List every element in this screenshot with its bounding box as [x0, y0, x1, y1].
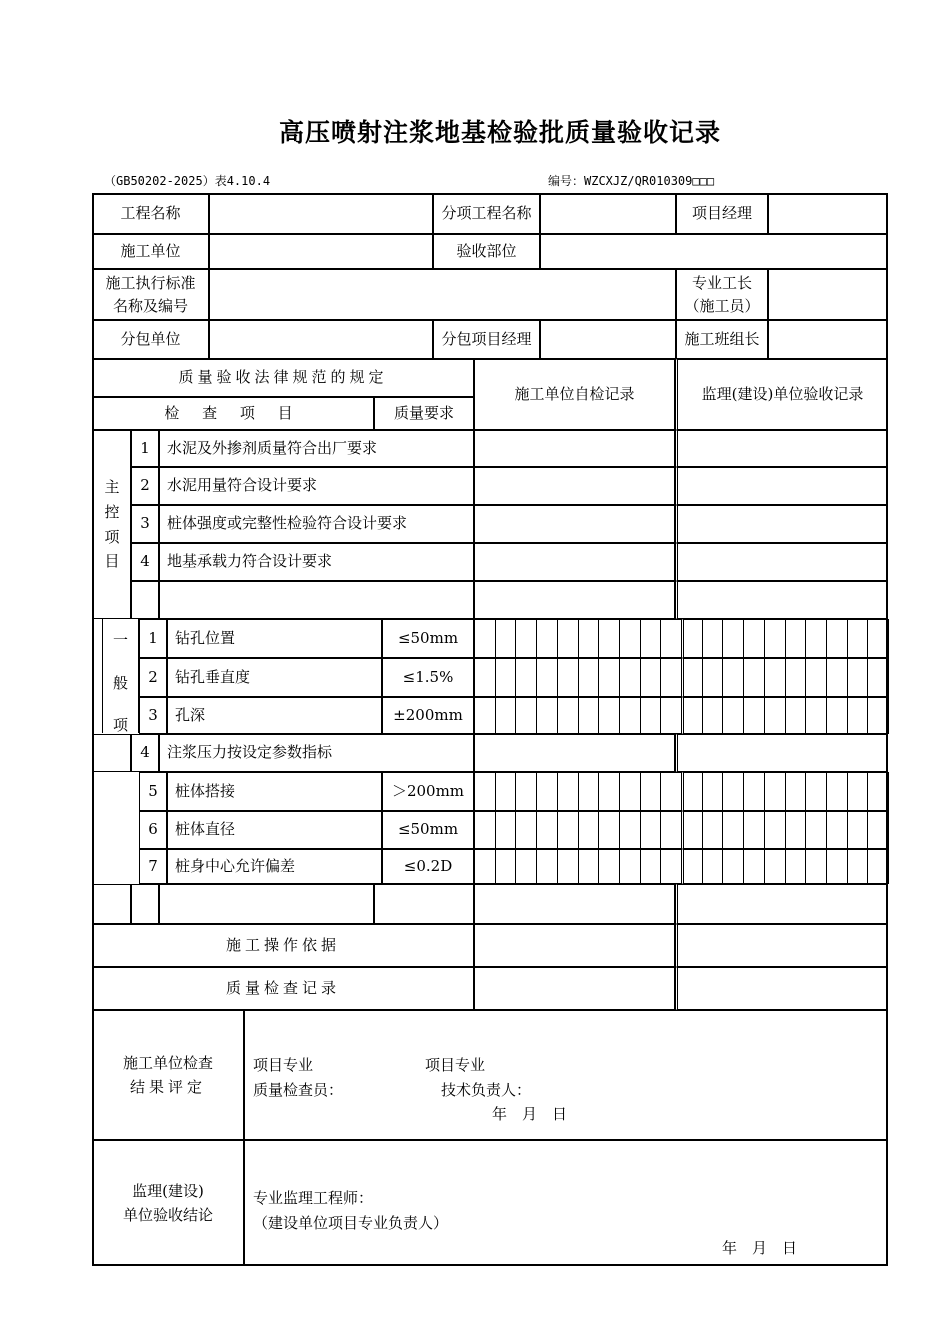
- blank-row-text[interactable]: [159, 884, 374, 924]
- measurement-cell[interactable]: [805, 658, 827, 697]
- measurement-cell[interactable]: [557, 811, 579, 849]
- supervision-date: 年 月 日: [722, 1239, 798, 1257]
- measurement-cell[interactable]: [805, 811, 827, 849]
- main-item-no-blank: [131, 581, 159, 619]
- measurement-cell[interactable]: [515, 619, 537, 658]
- inspection-record-self-check[interactable]: [474, 967, 675, 1010]
- measurement-cell[interactable]: [598, 772, 620, 811]
- measurement-cell[interactable]: [660, 658, 682, 697]
- measurement-cell[interactable]: [702, 849, 723, 884]
- measurement-cell[interactable]: [681, 849, 703, 884]
- measurement-cell[interactable]: [847, 811, 868, 849]
- measurement-cell[interactable]: [495, 849, 516, 884]
- general-item-text: 钻孔位置: [167, 619, 382, 658]
- measurement-cell[interactable]: [557, 619, 579, 658]
- measurement-cell[interactable]: [557, 849, 579, 884]
- measurement-cell[interactable]: [578, 772, 599, 811]
- measurement-cell[interactable]: [743, 697, 765, 734]
- measurement-cell[interactable]: [474, 811, 496, 849]
- general-item-self-check[interactable]: [474, 734, 675, 772]
- measurement-cell[interactable]: [785, 619, 806, 658]
- measurement-cell[interactable]: [515, 811, 537, 849]
- inspection-record-label: 质量检查记录: [92, 967, 474, 1010]
- measurement-cell[interactable]: [867, 619, 889, 658]
- measurement-cell[interactable]: [598, 811, 620, 849]
- measurement-cell[interactable]: [785, 697, 806, 734]
- general-label-blank: [92, 734, 131, 772]
- measurement-cell[interactable]: [764, 658, 786, 697]
- standard-label-line1: 施工执行标准: [105, 274, 196, 292]
- measurement-cell[interactable]: [578, 619, 599, 658]
- contractor-result-line1: 施工单位检查: [122, 1054, 213, 1072]
- general-item-requirement: ±200mm: [382, 697, 474, 734]
- measurement-cell[interactable]: [578, 811, 599, 849]
- general-item-text: 注浆压力按设定参数指标: [159, 734, 474, 772]
- main-item-text: 桩体强度或完整性检验符合设计要求: [159, 505, 474, 543]
- acceptance-part-label: 验收部位: [433, 234, 540, 269]
- measurement-cell[interactable]: [640, 849, 661, 884]
- measurement-cell[interactable]: [619, 658, 641, 697]
- measurement-cell[interactable]: [702, 772, 723, 811]
- operation-basis-label: 施工操作依据: [92, 924, 474, 967]
- measurement-cell[interactable]: [660, 849, 682, 884]
- contractor-label: 施工单位: [92, 234, 209, 269]
- general-item-requirement: ≤50mm: [382, 619, 474, 658]
- measurement-cell[interactable]: [681, 697, 703, 734]
- general-item-no: 6: [139, 811, 167, 849]
- blank-row-requirement[interactable]: [374, 884, 474, 924]
- measurement-cell[interactable]: [743, 772, 765, 811]
- general-item-requirement: ＞200mm: [382, 772, 474, 811]
- measurement-cell[interactable]: [743, 811, 765, 849]
- main-control-char-1: 主: [104, 478, 120, 496]
- measurement-cell[interactable]: [474, 658, 496, 697]
- measurement-cell[interactable]: [660, 772, 682, 811]
- general-item-no: 4: [131, 734, 159, 772]
- project-name-label: 工程名称: [92, 193, 209, 234]
- measurement-cell[interactable]: [743, 658, 765, 697]
- measurement-cell[interactable]: [805, 619, 827, 658]
- measurement-cell[interactable]: [722, 772, 744, 811]
- measurement-cell[interactable]: [536, 658, 558, 697]
- measurement-cell[interactable]: [702, 658, 723, 697]
- measurement-cell[interactable]: [681, 811, 703, 849]
- inspector-line2: 质量检查员：: [253, 1081, 344, 1099]
- measurement-cell[interactable]: [495, 811, 516, 849]
- general-char-1: 一: [112, 630, 128, 649]
- measurement-cell[interactable]: [702, 619, 723, 658]
- measurement-cell[interactable]: [619, 619, 641, 658]
- measurement-cell[interactable]: [805, 697, 827, 734]
- general-char-3: 项: [112, 716, 128, 733]
- general-item-text: 桩体直径: [167, 811, 382, 849]
- measurement-cell[interactable]: [536, 772, 558, 811]
- measurement-cell[interactable]: [847, 697, 868, 734]
- main-item-text: 地基承载力符合设计要求: [159, 543, 474, 581]
- measurement-cell[interactable]: [826, 849, 848, 884]
- contractor-result-line2: 结果评定: [129, 1078, 206, 1096]
- measurement-cell[interactable]: [702, 697, 723, 734]
- contractor-date: 年 月 日: [492, 1105, 568, 1123]
- tech-lead-line1: 项目专业: [425, 1056, 486, 1074]
- measurement-cell[interactable]: [640, 772, 661, 811]
- main-item-no: 1: [131, 430, 159, 467]
- project-name-field[interactable]: [209, 193, 433, 234]
- standard-label-line2: 名称及编号: [112, 296, 188, 315]
- subcontractor-field[interactable]: [209, 320, 433, 359]
- measurement-cell[interactable]: [619, 697, 641, 734]
- measurement-cell[interactable]: [598, 849, 620, 884]
- main-item-supervision[interactable]: [675, 430, 888, 467]
- measurement-cell[interactable]: [826, 697, 848, 734]
- main-item-self-check[interactable]: [474, 505, 675, 543]
- measurement-cell[interactable]: [474, 772, 496, 811]
- main-item-supervision[interactable]: [675, 467, 888, 505]
- standard-field[interactable]: [209, 269, 676, 320]
- main-control-label: [92, 430, 131, 619]
- measurement-cell[interactable]: [640, 619, 661, 658]
- general-label: [102, 619, 139, 733]
- team-leader-field[interactable]: [768, 320, 888, 359]
- tech-lead-line2: 技术负责人：: [441, 1081, 532, 1099]
- measurement-cell[interactable]: [764, 772, 786, 811]
- measurement-cell[interactable]: [515, 849, 537, 884]
- measurement-cell[interactable]: [495, 772, 516, 811]
- main-item-no: 4: [131, 543, 159, 581]
- owner-representative: （建设单位项目专业负责人）: [253, 1214, 449, 1232]
- measurement-cell[interactable]: [598, 658, 620, 697]
- supervision-engineer: 专业监理工程师：: [253, 1189, 374, 1207]
- measurement-cell[interactable]: [785, 811, 806, 849]
- measurement-cell[interactable]: [826, 658, 848, 697]
- acceptance-form: [92, 193, 888, 1266]
- main-item-text: 水泥用量符合设计要求: [159, 467, 474, 505]
- measurement-cell[interactable]: [640, 811, 661, 849]
- standard-label: [92, 269, 209, 320]
- foreman-label: [676, 269, 768, 320]
- general-item-supervision[interactable]: [675, 734, 888, 772]
- general-item-requirement: ≤0.2D: [382, 849, 474, 884]
- measurement-cell[interactable]: [536, 849, 558, 884]
- blank-row-label: [92, 884, 131, 924]
- standard-code: （GB50202-2025）表4.10.4: [104, 174, 271, 188]
- sub-manager-field[interactable]: [540, 320, 676, 359]
- general-item-text: 孔深: [167, 697, 382, 734]
- measurement-cell[interactable]: [764, 619, 786, 658]
- measurement-cell[interactable]: [764, 849, 786, 884]
- measurement-cell[interactable]: [536, 811, 558, 849]
- blank-row-self-check[interactable]: [474, 884, 675, 924]
- serial-number: 编号：WZCXJZ/QR010309□□□: [548, 174, 715, 188]
- measurement-cell[interactable]: [536, 697, 558, 734]
- foreman-label-line2: （施工员）: [684, 296, 760, 315]
- measurement-cell[interactable]: [660, 697, 682, 734]
- operation-basis-self-check[interactable]: [474, 924, 675, 967]
- measurement-cell[interactable]: [785, 772, 806, 811]
- measurement-cell[interactable]: [722, 619, 744, 658]
- measurement-cell[interactable]: [515, 658, 537, 697]
- measurement-cell[interactable]: [619, 811, 641, 849]
- measurement-cell[interactable]: [681, 772, 703, 811]
- measurement-cell[interactable]: [474, 849, 496, 884]
- requirement-label: 质量要求: [374, 397, 474, 430]
- main-control-char-2: 控: [104, 502, 120, 521]
- main-item-no: 3: [131, 505, 159, 543]
- measurement-cell[interactable]: [764, 811, 786, 849]
- measurement-cell[interactable]: [557, 658, 579, 697]
- subproject-label: 分项工程名称: [433, 193, 540, 234]
- measurement-cell[interactable]: [660, 619, 682, 658]
- supervision-result-label: [92, 1140, 244, 1266]
- main-item-self-check[interactable]: [474, 467, 675, 505]
- general-item-no: 2: [139, 658, 167, 697]
- measurement-cell[interactable]: [536, 619, 558, 658]
- measurement-cell[interactable]: [598, 619, 620, 658]
- self-check-label: 施工单位自检记录: [474, 359, 675, 430]
- measurement-cell[interactable]: [722, 697, 744, 734]
- foreman-label-line1: 专业工长: [691, 274, 752, 292]
- project-manager-label: 项目经理: [676, 193, 768, 234]
- supervision-result-line1: 监理(建设): [132, 1182, 204, 1200]
- contractor-field[interactable]: [209, 234, 433, 269]
- measurement-cell[interactable]: [681, 658, 703, 697]
- measurement-cell[interactable]: [619, 772, 641, 811]
- measurement-cell[interactable]: [474, 619, 496, 658]
- measurement-cell[interactable]: [495, 697, 516, 734]
- measurement-cell[interactable]: [826, 772, 848, 811]
- regulation-label: 质量验收法律规范的规定: [92, 359, 474, 397]
- measurement-cell[interactable]: [722, 811, 744, 849]
- foreman-field[interactable]: [768, 269, 888, 320]
- subproject-field[interactable]: [540, 193, 676, 234]
- left-margin-gap: [90, 773, 140, 883]
- operation-basis-supervision[interactable]: [675, 924, 888, 967]
- measurement-cell[interactable]: [826, 811, 848, 849]
- measurement-cell[interactable]: [722, 658, 744, 697]
- inspector-line1: 项目专业: [253, 1056, 314, 1074]
- main-item-self-check[interactable]: [474, 543, 675, 581]
- measurement-cell[interactable]: [598, 697, 620, 734]
- measurement-cell[interactable]: [867, 772, 889, 811]
- measurement-cell[interactable]: [805, 849, 827, 884]
- main-item-supervision[interactable]: [675, 505, 888, 543]
- measurement-cell[interactable]: [578, 849, 599, 884]
- measurement-cell[interactable]: [847, 619, 868, 658]
- general-item-text: 桩身中心允许偏差: [167, 849, 382, 884]
- measurement-cell[interactable]: [660, 811, 682, 849]
- measurement-cell[interactable]: [681, 619, 703, 658]
- measurement-cell[interactable]: [826, 619, 848, 658]
- blank-row-no: [131, 884, 159, 924]
- measurement-cell[interactable]: [640, 697, 661, 734]
- measurement-cell[interactable]: [702, 811, 723, 849]
- general-item-no: 5: [139, 772, 167, 811]
- measurement-cell[interactable]: [515, 697, 537, 734]
- measurement-cell[interactable]: [867, 849, 889, 884]
- general-char-2: 般: [112, 673, 128, 692]
- measurement-cell[interactable]: [640, 658, 661, 697]
- main-item-self-check[interactable]: [474, 581, 675, 619]
- measurement-cell[interactable]: [847, 849, 868, 884]
- measurement-cell[interactable]: [578, 658, 599, 697]
- measurement-cell[interactable]: [495, 619, 516, 658]
- supervision-result-line2: 单位验收结论: [122, 1206, 213, 1224]
- general-item-no: 7: [139, 849, 167, 884]
- measurement-cell[interactable]: [743, 619, 765, 658]
- measurement-cell[interactable]: [557, 697, 579, 734]
- blank-row-supervision[interactable]: [675, 884, 888, 924]
- general-item-requirement: ≤1.5%: [382, 658, 474, 697]
- team-leader-label: 施工班组长: [676, 320, 768, 359]
- measurement-cell[interactable]: [785, 849, 806, 884]
- measurement-cell[interactable]: [474, 697, 496, 734]
- main-item-supervision[interactable]: [675, 543, 888, 581]
- main-item-self-check[interactable]: [474, 430, 675, 467]
- check-item-label: 检 查 项 目: [92, 397, 374, 430]
- measurement-cell[interactable]: [743, 849, 765, 884]
- measurement-cell[interactable]: [578, 697, 599, 734]
- general-item-no: 1: [139, 619, 167, 658]
- supervision-label: 监理(建设)单位验收记录: [675, 359, 888, 430]
- measurement-cell[interactable]: [495, 658, 516, 697]
- measurement-cell[interactable]: [867, 811, 889, 849]
- measurement-cell[interactable]: [722, 849, 744, 884]
- main-item-no: 2: [131, 467, 159, 505]
- measurement-cell[interactable]: [847, 658, 868, 697]
- main-item-supervision[interactable]: [675, 581, 888, 619]
- contractor-result-label: [92, 1010, 244, 1140]
- general-item-text: 桩体搭接: [167, 772, 382, 811]
- measurement-cell[interactable]: [557, 772, 579, 811]
- measurement-cell[interactable]: [867, 658, 889, 697]
- measurement-cell[interactable]: [764, 697, 786, 734]
- measurement-cell[interactable]: [805, 772, 827, 811]
- project-manager-field[interactable]: [768, 193, 888, 234]
- measurement-cell[interactable]: [867, 697, 889, 734]
- main-item-text-blank[interactable]: [159, 581, 474, 619]
- sub-manager-label: 分包项目经理: [433, 320, 540, 359]
- measurement-cell[interactable]: [847, 772, 868, 811]
- main-control-char-4: 目: [104, 552, 120, 571]
- general-item-requirement: ≤50mm: [382, 811, 474, 849]
- acceptance-part-field[interactable]: [540, 234, 888, 269]
- main-item-text: 水泥及外掺剂质量符合出厂要求: [159, 430, 474, 467]
- measurement-cell[interactable]: [619, 849, 641, 884]
- measurement-cell[interactable]: [515, 772, 537, 811]
- measurement-cell[interactable]: [785, 658, 806, 697]
- form-title: 高压喷射注浆地基检验批质量验收记录: [278, 118, 721, 147]
- subcontractor-label: 分包单位: [92, 320, 209, 359]
- general-item-no: 3: [139, 697, 167, 734]
- general-item-text: 钻孔垂直度: [167, 658, 382, 697]
- inspection-record-supervision[interactable]: [675, 967, 888, 1010]
- main-control-char-3: 项: [104, 527, 120, 546]
